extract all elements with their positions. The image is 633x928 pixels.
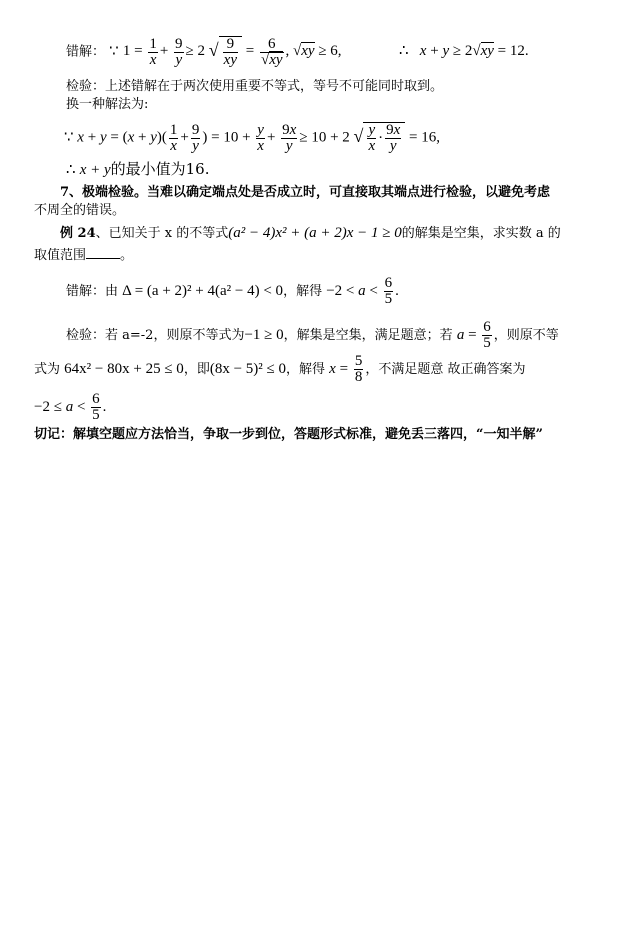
- correct-answer: −2 ≤ a < $\frac{6}{5}$ .: [34, 391, 107, 423]
- min-value-line: [66, 160, 209, 180]
- check-line-1: 检验：若 a=-2，则原不等式为−1 ≥ 0，解集是空集，满足题意；若 a = $\frac{6}{5}$ ，则原不等: [66, 319, 559, 351]
- because-symbol: ∵: [109, 43, 119, 60]
- check-math-4: (8x − 5)² ≤ 0: [209, 360, 287, 377]
- discriminant-inequality: Δ = (a + 2)² + 4(a² − 4) < 0: [122, 282, 284, 299]
- example-24-line-1: 例 24、已知关于 x 的不等式(a² − 4)x² + (a + 2)x − 1 ≥ 0的解集是空集，求实数 a 的: [60, 225, 561, 241]
- math-inequality-1: 1 = $\frac{1}{x}$ + $\frac{9}{y}$ ≥ 2 √ $\frac{9}{xy}$ = $\frac{6}{√xy}$ , √xy ≥ 6,: [122, 35, 342, 68]
- wrong-label-2: 错解：由: [66, 283, 119, 299]
- min-value-text: 的最小值为16.: [110, 160, 210, 178]
- wrong-label: 错解：: [66, 44, 106, 60]
- wrong-solution-line-2: 错解：由 Δ = (a + 2)² + 4(a² − 4) < 0，解得 −2 < a < $\frac{6}{5}$ .: [66, 275, 399, 307]
- wrong-result: −2 < a < $\frac{6}{5}$ .: [326, 275, 399, 307]
- because-symbol-2: ∵: [64, 129, 74, 146]
- therefore-symbol: ∴: [399, 43, 409, 59]
- example-inequality: (a² − 4)x² + (a + 2)x − 1 ≥ 0: [228, 225, 402, 241]
- check-math-2: a = $\frac{6}{5}$: [456, 319, 491, 351]
- reminder-note: 切记：解填空题应方法恰当，争取一步到位，答题形式标准，避免丢三落四，“一知半解”: [34, 427, 543, 442]
- check-text: 检验：上述错解在于两次使用重要不等式，等号不可能同时取到。: [66, 79, 444, 94]
- alt-method-text: 换一种解法为:: [66, 97, 149, 112]
- alt-solution-math: ∵ x + y = (x + y)( $\frac{1}{x}$ + $\frac{9}{y}$ ) = 10 + $\frac{y}{x}$ + $\frac{9x}{y}$ ≥ 10 + 2 √ $\frac{y}{x}$ · $\frac{9x}{y}$ = 16,: [64, 121, 440, 154]
- wrong-solution-line-1: [66, 36, 342, 68]
- answer-blank: [86, 246, 120, 259]
- check-line-3: [34, 392, 106, 423]
- check-math-3: 64x² − 80x + 25 ≤ 0: [64, 360, 184, 377]
- check-math-1: −1 ≥ 0: [244, 326, 284, 343]
- para-7-line-1: 7、极端检验。当难以确定端点处是否成立时，可直接取其端点进行检验，以避免考虑: [60, 185, 551, 200]
- example-label: 例 24: [60, 226, 96, 241]
- sum-expression: x + y: [79, 162, 111, 178]
- check-line-2: 式为 64x² − 80x + 25 ≤ 0，即(8x − 5)² ≤ 0，解得 x = $\frac{5}{8}$ ，不满足题意 故正确答案为: [34, 353, 526, 385]
- result-line-1: ∴ x + y ≥ 2√xy = 12.: [399, 43, 529, 59]
- para-7-line-2: 不周全的错误。: [34, 203, 126, 218]
- check-math-5: x = $\frac{5}{8}$: [329, 353, 363, 385]
- therefore-symbol-2: ∴: [66, 162, 76, 178]
- example-24-line-2: 取值范围 。: [34, 248, 134, 263]
